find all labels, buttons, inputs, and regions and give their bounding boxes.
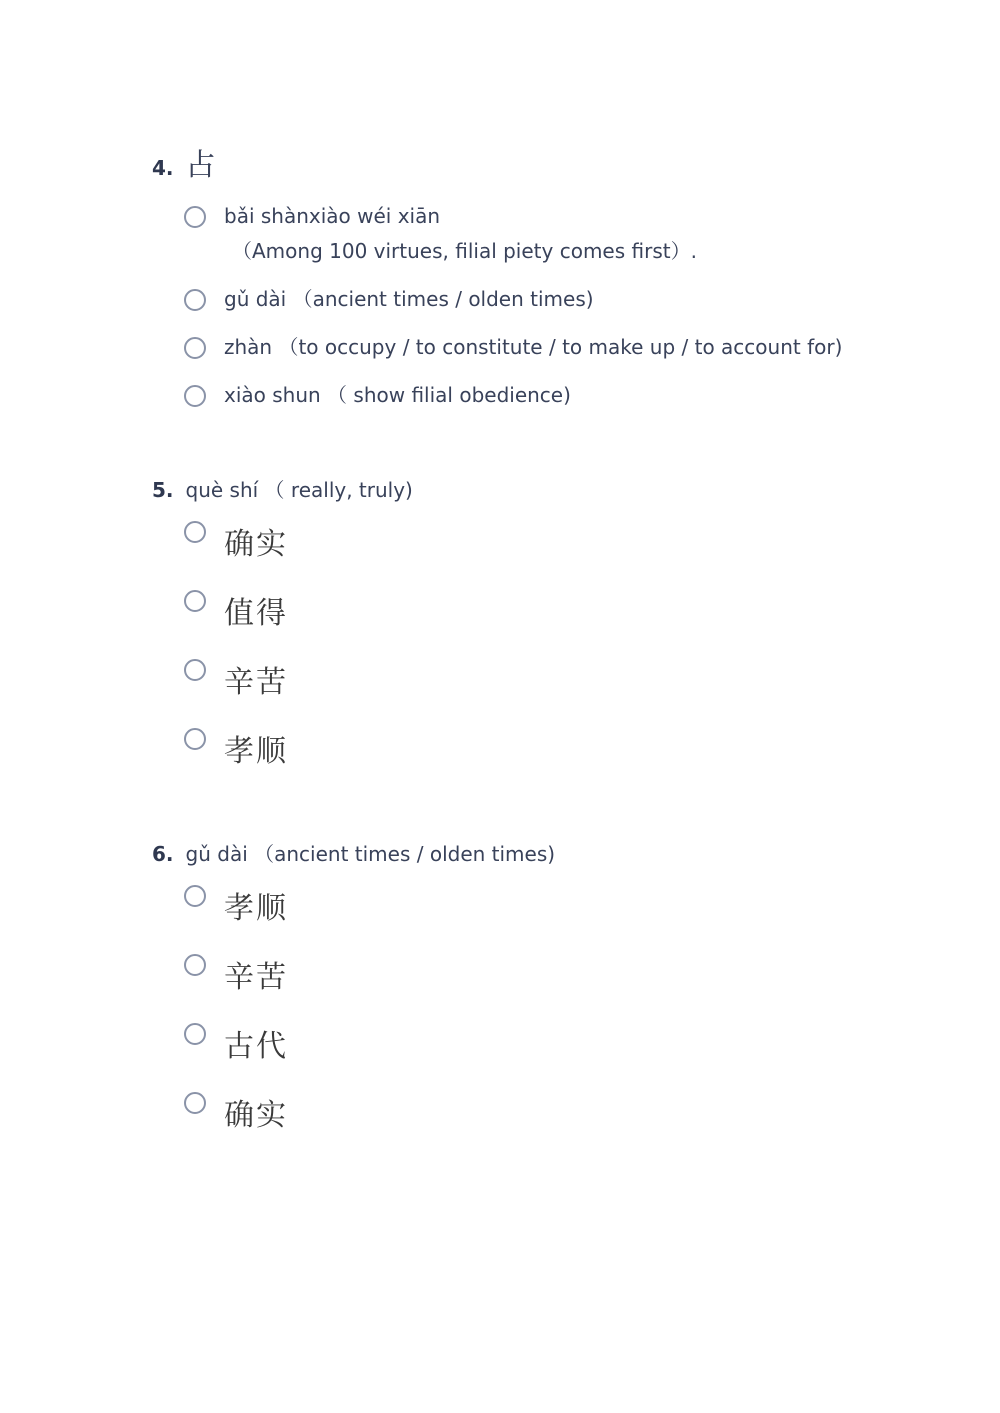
option-label-continued: （Among 100 virtues, filial piety comes first）. [232,239,697,263]
option-label: 孝顺 [224,891,288,926]
radio-button[interactable] [184,1092,206,1114]
radio-button[interactable] [184,885,206,907]
question-number: 4. [152,156,174,180]
radio-button[interactable] [184,1023,206,1045]
radio-button[interactable] [184,590,206,612]
radio-button[interactable] [184,659,206,681]
question-number: 5. [152,478,174,502]
question-header [152,838,555,867]
radio-button[interactable] [184,954,206,976]
option-label: gǔ dài （ancient times / olden times) [224,287,594,311]
option-label: 确实 [224,527,288,562]
radio-button[interactable] [184,385,206,407]
option-label: 孝顺 [224,734,288,769]
option-label: 辛苦 [224,665,288,700]
option-label: xiào shun （ show filial obedience) [224,383,571,407]
option-label: 古代 [224,1029,288,1064]
question-prompt: gǔ dài （ancient times / olden times) [185,842,556,866]
option-label: 辛苦 [224,960,288,995]
question-prompt: 占 [185,148,216,183]
option-label: zhàn （to occupy / to constitute / to make up / to account for) [224,335,843,359]
radio-button[interactable] [184,337,206,359]
question-prompt: què shí （ really, truly) [185,478,413,502]
radio-button[interactable] [184,728,206,750]
question-header [152,140,216,184]
radio-button[interactable] [184,206,206,228]
option-label: 确实 [224,1098,288,1133]
question-header [152,474,413,503]
question-number: 6. [152,842,174,866]
option-label: 值得 [224,596,288,631]
radio-button[interactable] [184,289,206,311]
option-label: bǎi shànxiào wéi xiān [224,204,441,228]
radio-button[interactable] [184,521,206,543]
